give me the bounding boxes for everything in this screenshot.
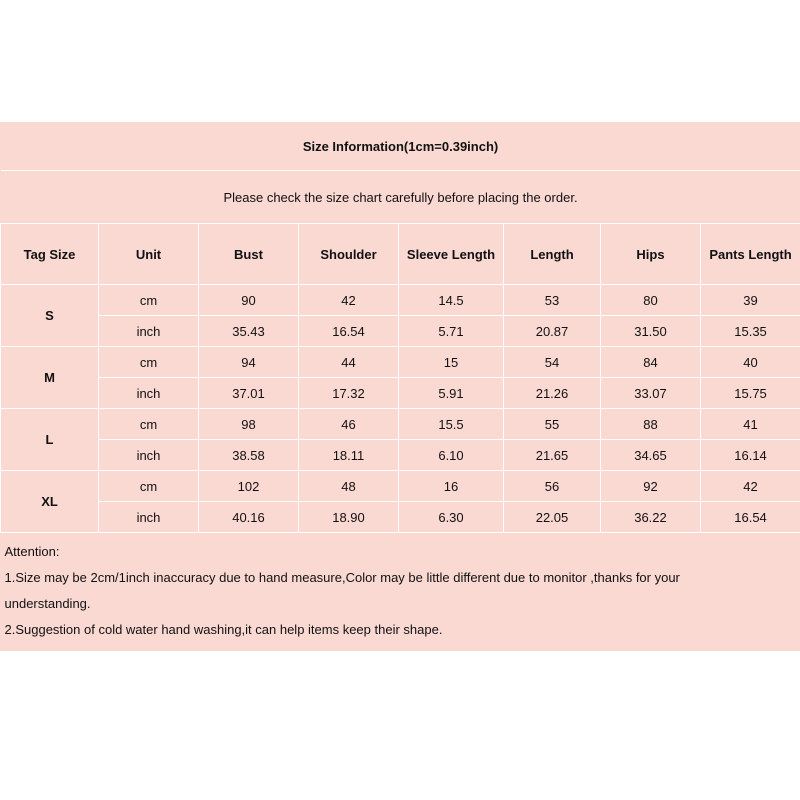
unit-label-inch: inch	[99, 316, 199, 347]
column-header-shoulder: Shoulder	[299, 224, 399, 285]
cell-bust-cm: 102	[199, 471, 299, 502]
cell-shoulder-cm: 42	[299, 285, 399, 316]
cell-length-inch: 22.05	[504, 502, 601, 533]
table-row	[1, 471, 800, 502]
unit-label-cm: cm	[99, 347, 199, 378]
cell-pants-length-inch: 15.35	[701, 316, 800, 347]
unit-label-inch: inch	[99, 378, 199, 409]
cell-length-cm: 53	[504, 285, 601, 316]
attention-line-2: understanding.	[4, 596, 91, 611]
unit-label-inch: inch	[99, 502, 199, 533]
tag-size-value: L	[1, 409, 99, 471]
cell-bust-cm: 94	[199, 347, 299, 378]
cell-sleeve-length-inch: 6.30	[399, 502, 504, 533]
cell-shoulder-cm: 44	[299, 347, 399, 378]
cell-shoulder-inch: 18.11	[299, 440, 399, 471]
attention-line-1: 1.Size may be 2cm/1inch inaccuracy due to hand measure,Color may be little different due to monitor ,thanks for your	[4, 570, 680, 585]
column-header-hips: Hips	[601, 224, 701, 285]
cell-hips-inch: 33.07	[601, 378, 701, 409]
cell-bust-inch: 35.43	[199, 316, 299, 347]
cell-pants-length-cm: 40	[701, 347, 800, 378]
table-row-title	[1, 122, 800, 171]
cell-sleeve-length-inch: 5.91	[399, 378, 504, 409]
cell-pants-length-cm: 41	[701, 409, 800, 440]
cell-hips-inch: 36.22	[601, 502, 701, 533]
table-row	[1, 502, 800, 533]
cell-pants-length-cm: 39	[701, 285, 800, 316]
cell-hips-cm: 88	[601, 409, 701, 440]
cell-length-inch: 21.65	[504, 440, 601, 471]
tag-size-value: M	[1, 347, 99, 409]
chart-title: Size Information(1cm=0.39inch)	[1, 122, 800, 171]
cell-shoulder-inch: 17.32	[299, 378, 399, 409]
table-row-subtitle	[1, 171, 800, 224]
cell-sleeve-length-cm: 16	[399, 471, 504, 502]
cell-bust-cm: 98	[199, 409, 299, 440]
cell-pants-length-inch: 15.75	[701, 378, 800, 409]
table-row-attention	[1, 533, 800, 652]
cell-sleeve-length-cm: 15.5	[399, 409, 504, 440]
table-row	[1, 378, 800, 409]
cell-length-cm: 54	[504, 347, 601, 378]
column-header-length: Length	[504, 224, 601, 285]
unit-label-cm: cm	[99, 285, 199, 316]
table-row	[1, 409, 800, 440]
table-row	[1, 440, 800, 471]
cell-shoulder-inch: 16.54	[299, 316, 399, 347]
cell-hips-cm: 92	[601, 471, 701, 502]
cell-sleeve-length-inch: 6.10	[399, 440, 504, 471]
cell-sleeve-length-cm: 15	[399, 347, 504, 378]
cell-hips-cm: 80	[601, 285, 701, 316]
cell-shoulder-inch: 18.90	[299, 502, 399, 533]
column-header-bust: Bust	[199, 224, 299, 285]
cell-length-cm: 56	[504, 471, 601, 502]
chart-subtitle: Please check the size chart carefully before placing the order.	[1, 171, 800, 224]
size-chart-table	[0, 122, 800, 651]
cell-shoulder-cm: 46	[299, 409, 399, 440]
cell-pants-length-inch: 16.54	[701, 502, 800, 533]
cell-pants-length-inch: 16.14	[701, 440, 800, 471]
table-row	[1, 316, 800, 347]
tag-size-value: S	[1, 285, 99, 347]
cell-bust-cm: 90	[199, 285, 299, 316]
tag-size-value: XL	[1, 471, 99, 533]
column-header-tag-size: Tag Size	[1, 224, 99, 285]
attention-line-3: 2.Suggestion of cold water hand washing,it can help items keep their shape.	[4, 622, 443, 637]
cell-length-cm: 55	[504, 409, 601, 440]
cell-bust-inch: 40.16	[199, 502, 299, 533]
cell-hips-inch: 31.50	[601, 316, 701, 347]
size-chart-container	[0, 122, 800, 651]
cell-bust-inch: 37.01	[199, 378, 299, 409]
cell-sleeve-length-cm: 14.5	[399, 285, 504, 316]
unit-label-cm: cm	[99, 409, 199, 440]
cell-shoulder-cm: 48	[299, 471, 399, 502]
attention-note	[1, 533, 800, 652]
cell-length-inch: 20.87	[504, 316, 601, 347]
table-header-row	[1, 224, 800, 285]
cell-length-inch: 21.26	[504, 378, 601, 409]
table-row	[1, 285, 800, 316]
cell-hips-inch: 34.65	[601, 440, 701, 471]
column-header-unit: Unit	[99, 224, 199, 285]
cell-pants-length-cm: 42	[701, 471, 800, 502]
column-header-sleeve-length: Sleeve Length	[399, 224, 504, 285]
column-header-pants-length: Pants Length	[701, 224, 800, 285]
cell-bust-inch: 38.58	[199, 440, 299, 471]
cell-sleeve-length-inch: 5.71	[399, 316, 504, 347]
cell-hips-cm: 84	[601, 347, 701, 378]
table-row	[1, 347, 800, 378]
unit-label-inch: inch	[99, 440, 199, 471]
unit-label-cm: cm	[99, 471, 199, 502]
attention-heading: Attention:	[4, 544, 60, 559]
